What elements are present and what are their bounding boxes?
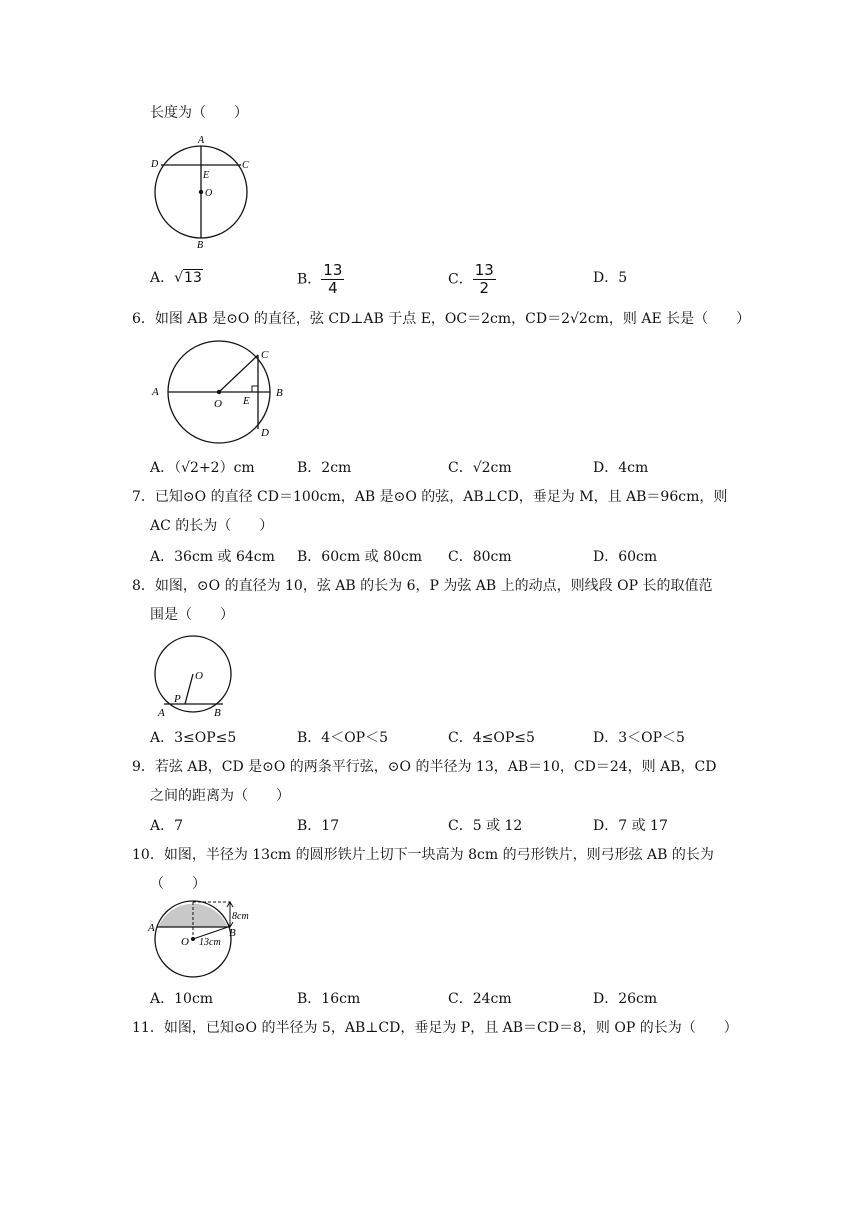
q6-option-a[interactable]: A．（√2+2）cm bbox=[150, 460, 255, 476]
q8-figure bbox=[150, 634, 240, 720]
q6-label-d: D bbox=[261, 427, 269, 439]
q8-option-a[interactable]: A．3≤OP≤5 bbox=[150, 730, 237, 746]
q7-option-c[interactable]: C．80cm bbox=[448, 549, 512, 565]
q10-option-d[interactable]: D．26cm bbox=[593, 991, 658, 1007]
q10-label-radius: 13cm bbox=[199, 937, 221, 948]
q8-option-c[interactable]: C．4≤OP≤5 bbox=[448, 730, 535, 746]
q8-stem-line1: 8．如图，⊙O 的直径为 10，弦 AB 的长为 6，P 为弦 AB 上的动点，则线段 OP 长的取值范 bbox=[132, 578, 713, 594]
q8-label-o: O bbox=[195, 670, 203, 682]
q8-option-b[interactable]: B．4＜OP＜5 bbox=[297, 730, 389, 746]
q5-figure bbox=[145, 132, 257, 252]
q10-option-c[interactable]: C．24cm bbox=[448, 991, 512, 1007]
q11-stem: 11．如图，已知⊙O 的半径为 5，AB⊥CD，垂足为 P，且 AB＝CD＝8，则 OP 的长为（ ） bbox=[132, 1020, 738, 1036]
q8-label-a: A bbox=[158, 707, 165, 719]
q8-option-d[interactable]: D．3＜OP＜5 bbox=[593, 730, 685, 746]
q9-stem-line1: 9．若弦 AB，CD 是⊙O 的两条平行弦，⊙O 的半径为 13，AB＝10，CD＝24，则 AB，CD bbox=[132, 759, 717, 775]
q5-label-b: B bbox=[197, 240, 204, 251]
q10-option-b[interactable]: B．16cm bbox=[297, 991, 361, 1007]
q10-label-b: B bbox=[229, 927, 236, 939]
q5-label-o: O bbox=[205, 188, 213, 199]
q6-label-c: C bbox=[261, 349, 269, 361]
q5-option-a[interactable]: A．√13 bbox=[150, 270, 202, 286]
q8-label-p: P bbox=[174, 693, 181, 705]
q6-label-a: A bbox=[152, 386, 159, 398]
q6-option-d[interactable]: D．4cm bbox=[593, 460, 649, 476]
q9-stem-line2: 之间的距离为（ ） bbox=[150, 788, 290, 804]
q10-stem-line2: （ ） bbox=[150, 876, 206, 892]
q6-label-b: B bbox=[276, 387, 283, 399]
q5-option-b[interactable]: B． $\frac{13}{4}$ bbox=[297, 261, 343, 297]
q10-label-height: 8cm bbox=[232, 911, 249, 922]
q5-label-a: A bbox=[198, 135, 205, 146]
q5-label-e: E bbox=[203, 170, 210, 181]
q5-option-c[interactable]: C． $\frac{13}{2}$ bbox=[448, 261, 494, 297]
q9-option-b[interactable]: B．17 bbox=[297, 818, 340, 834]
q7-option-d[interactable]: D．60cm bbox=[593, 549, 658, 565]
q7-option-b[interactable]: B．60cm 或 80cm bbox=[297, 549, 423, 565]
q10-stem-line1: 10．如图，半径为 13cm 的圆形铁片上切下一块高为 8cm 的弓形铁片，则弓形弦 AB 的长为 bbox=[132, 847, 714, 863]
q8-stem-line2: 围是（ ） bbox=[150, 607, 234, 623]
q7-stem-line1: 7．已知⊙O 的直径 CD＝100cm，AB 是⊙O 的弦，AB⊥CD，垂足为 M，且 AB＝96cm，则 bbox=[132, 489, 728, 505]
q10-label-o: O bbox=[181, 936, 189, 948]
q5-stem-end: 长度为（ ） bbox=[150, 105, 248, 121]
q5-label-d: D bbox=[151, 159, 159, 170]
q6-figure bbox=[148, 340, 293, 448]
q9-option-d[interactable]: D．7 或 17 bbox=[593, 818, 668, 834]
q10-option-a[interactable]: A．10cm bbox=[150, 991, 214, 1007]
q5-option-d[interactable]: D．5 bbox=[593, 270, 628, 286]
q6-option-c[interactable]: C．√2cm bbox=[448, 460, 512, 476]
q8-label-b: B bbox=[214, 707, 221, 719]
q7-stem-line2: AC 的长为（ ） bbox=[150, 518, 274, 534]
fraction: $\frac{13}{4}$ bbox=[323, 261, 343, 297]
q6-label-e: E bbox=[243, 395, 250, 407]
q6-option-b[interactable]: B．2cm bbox=[297, 460, 352, 476]
q6-stem: 6．如图 AB 是⊙O 的直径，弦 CD⊥AB 于点 E，OC＝2cm，CD＝2√2cm，则 AE 长是（ ） bbox=[132, 311, 751, 327]
q5-label-c: C bbox=[242, 160, 249, 171]
fraction: $\frac{13}{2}$ bbox=[474, 261, 494, 297]
q7-option-a[interactable]: A．36cm 或 64cm bbox=[150, 549, 275, 565]
q10-label-a: A bbox=[148, 922, 155, 934]
q9-option-c[interactable]: C．5 或 12 bbox=[448, 818, 523, 834]
q6-label-o: O bbox=[214, 398, 222, 410]
sqrt-symbol: √13 bbox=[174, 270, 202, 286]
q10-figure bbox=[146, 898, 258, 982]
q9-option-a[interactable]: A．7 bbox=[150, 818, 184, 834]
